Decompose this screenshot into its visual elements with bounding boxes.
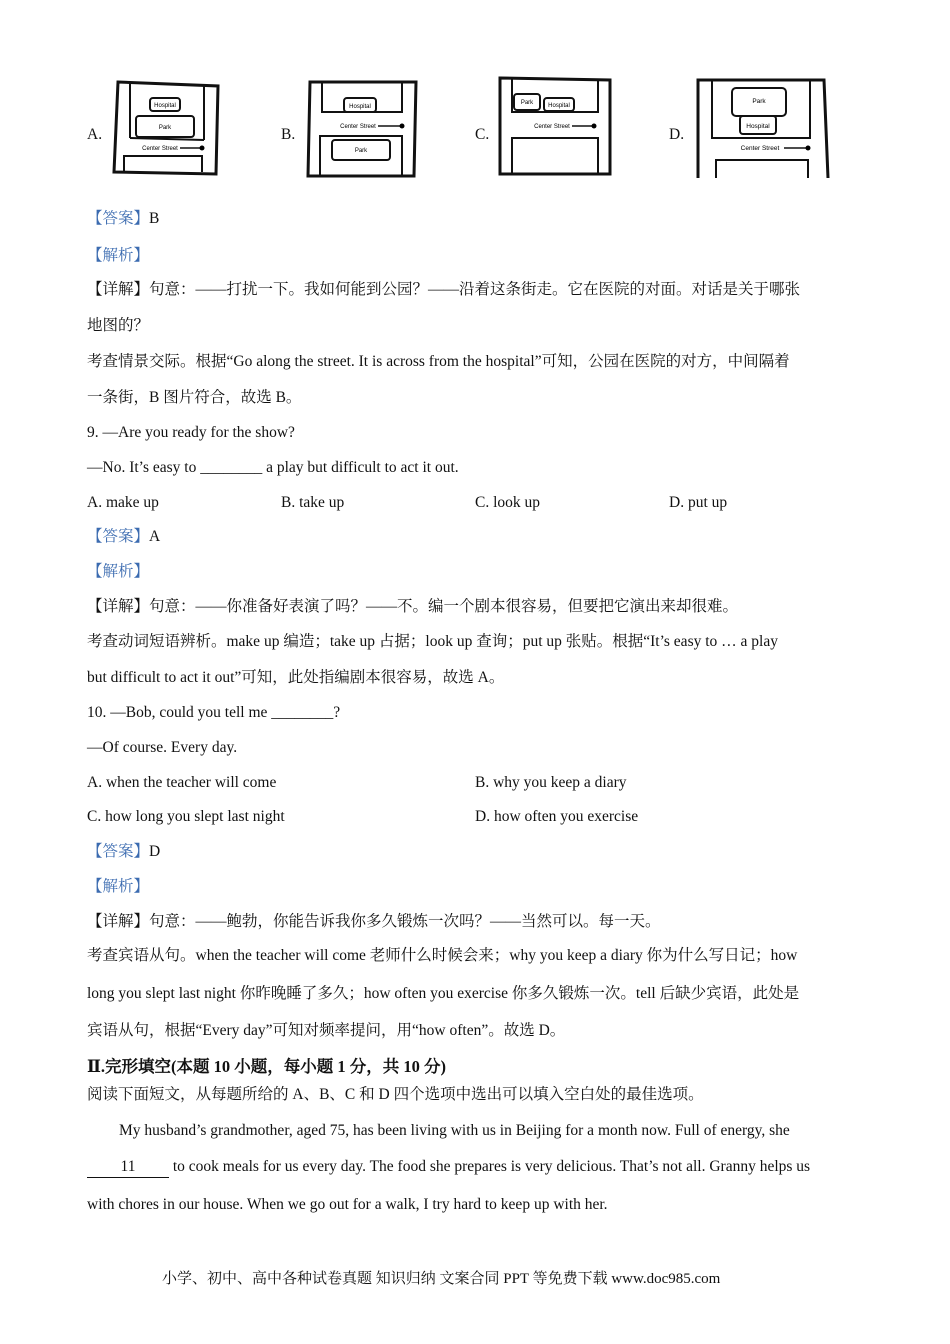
q10-option-a: A. when the teacher will come <box>87 774 277 791</box>
q9-detail: but difficult to act it out”可知，此处指编剧本很容易，故选 A。 <box>87 669 505 686</box>
svg-text:Center Street: Center Street <box>340 124 376 130</box>
q9-detail: 考查动词短语辨析。make up 编造；take up 占据；look up 查询；put up 张贴。根据“It’s easy to … a play <box>87 633 778 650</box>
blank-11: 11 <box>87 1157 169 1178</box>
svg-text:Park: Park <box>354 148 368 154</box>
svg-text:Hospital: Hospital <box>154 103 176 109</box>
q10-option-d: D. how often you exercise <box>475 808 639 825</box>
q8-answer: 【答案】B <box>87 210 160 227</box>
svg-text:Hospital: Hospital <box>349 104 371 110</box>
option-b-label: B. <box>281 126 296 143</box>
q8-detail: 考查情景交际。根据“Go along the street. It is across from the hospital”可知，公园在医院的对方，中间隔着 <box>87 353 790 370</box>
q10-option-c: C. how long you slept last night <box>87 808 285 825</box>
q10-detail: 考查宾语从句。when the teacher will come 老师什么时候会来；why you keep a diary 你为什么写日记；how <box>87 947 798 964</box>
q9-line2: —No. It’s easy to ________ a play but difficult to act it out. <box>87 459 459 476</box>
section-heading: Ⅱ.完形填空(本题 10 小题，每小题 1 分，共 10 分) <box>87 1057 447 1076</box>
page-footer: 小学、初中、高中各种试卷真题 知识归纳 文案合同 PPT 等免费下载 www.doc985.com <box>162 1271 721 1287</box>
svg-text:Center Street: Center Street <box>534 124 570 130</box>
option-c-label: C. <box>475 126 490 143</box>
q10-answer: 【答案】D <box>87 843 161 860</box>
q9-question: 9. —Are you ready for the show? <box>87 424 295 441</box>
q10-detail: 【详解】句意：——鲍勃，你能告诉我你多久锻炼一次吗？——当然可以。每一天。 <box>87 913 661 930</box>
q8-analysis-tag: 【解析】 <box>87 247 150 264</box>
svg-text:Hospital: Hospital <box>746 123 770 130</box>
map-c <box>498 76 612 176</box>
q10-detail: long you slept last night 你昨晚睡了多久；how often you exercise 你多久锻炼一次。tell 后缺少宾语，此处是 <box>87 985 800 1002</box>
svg-text:Center Street: Center Street <box>142 146 178 152</box>
section-instruction: 阅读下面短文，从每题所给的 A、B、C 和 D 四个选项中选出可以填入空白处的最佳选项。 <box>87 1086 704 1103</box>
svg-text:Park: Park <box>158 125 172 131</box>
q9-analysis-tag: 【解析】 <box>87 563 150 580</box>
q10-option-b: B. why you keep a diary <box>475 774 627 791</box>
q9-option-d: D. put up <box>669 494 728 511</box>
passage-line: My husband’s grandmother, aged 75, has been living with us in Beijing for a month now. Full of energy, she <box>119 1122 790 1139</box>
svg-text:Hospital: Hospital <box>548 103 570 109</box>
q10-question: 10. —Bob, could you tell me ________? <box>87 704 341 721</box>
q10-analysis-tag: 【解析】 <box>87 878 150 895</box>
option-a-label: A. <box>87 126 103 143</box>
passage-line: with chores in our house. When we go out for a walk, I try hard to keep up with her. <box>87 1196 608 1213</box>
map-b <box>306 76 418 178</box>
q9-detail: 【详解】句意：——你准备好表演了吗？——不。编一个剧本很容易，但要把它演出来却很难。 <box>87 598 739 615</box>
q10-line2: —Of course. Every day. <box>87 739 238 756</box>
q8-detail: 【详解】句意：——打扰一下。我如何能到公园？——沿着这条街走。它在医院的对面。对话是关于哪张 <box>87 281 801 298</box>
svg-text:Park: Park <box>520 100 534 106</box>
passage-line: 11 to cook meals for us every day. The food she prepares is very delicious. That’s not all. Granny helps us <box>87 1157 810 1178</box>
map-d <box>694 76 830 178</box>
q8-detail: 地图的？ <box>87 317 150 334</box>
map-a <box>112 76 220 178</box>
svg-text:Center Street: Center Street <box>740 145 780 152</box>
q9-option-c: C. look up <box>475 494 541 511</box>
q9-option-a: A. make up <box>87 494 159 511</box>
svg-text:Park: Park <box>752 98 766 105</box>
q9-answer: 【答案】A <box>87 528 161 545</box>
q9-option-b: B. take up <box>281 494 345 511</box>
option-d-label: D. <box>669 126 685 143</box>
q10-detail: 宾语从句，根据“Every day”可知对频率提问，用“how often”。故选 D。 <box>87 1022 566 1039</box>
q8-detail: 一条街，B 图片符合，故选 B。 <box>87 389 302 406</box>
